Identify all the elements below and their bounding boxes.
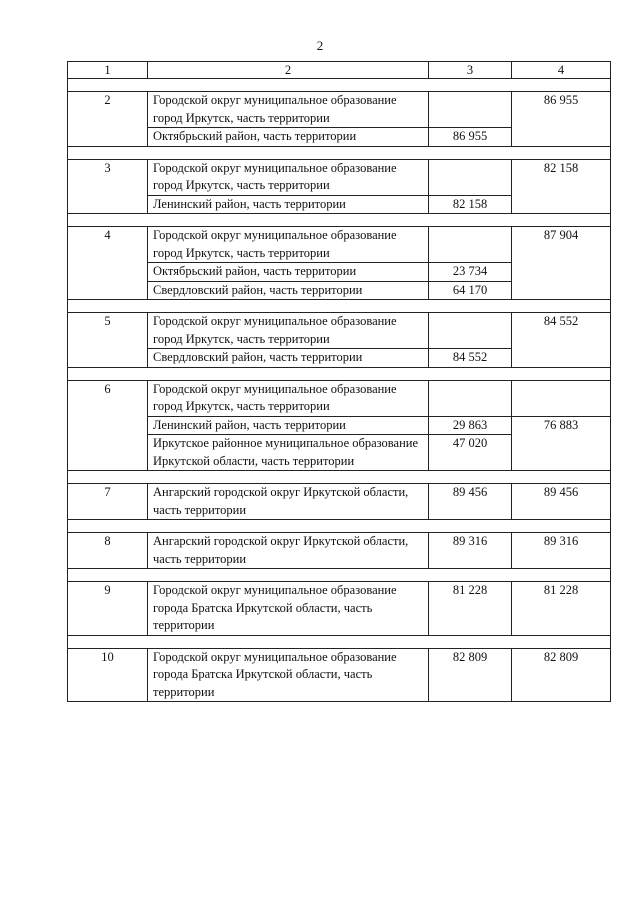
table-row (68, 582, 611, 636)
header-col-2: 2 (148, 62, 429, 79)
separator-cell (68, 146, 611, 159)
separator-row (68, 214, 611, 227)
voter-count-cell: 86 955 (429, 128, 512, 147)
territory-name-cell: Иркутское районное муниципальное образование Иркутской области, часть территории (148, 435, 429, 471)
header-col-3: 3 (429, 62, 512, 79)
row-number-cell: 7 (68, 484, 148, 520)
territory-name-cell: Ангарский городской округ Иркутской области, часть территории (148, 484, 429, 520)
total-cell: 89 456 (512, 484, 611, 520)
separator-row (68, 79, 611, 92)
table-row (68, 648, 611, 702)
row-number-cell: 9 (68, 582, 148, 636)
separator-row (68, 520, 611, 533)
voter-count-cell: 89 316 (429, 533, 512, 569)
territory-name-cell: Ленинский район, часть территории (148, 416, 429, 435)
total-cell: 82 809 (512, 648, 611, 702)
table-row (68, 416, 611, 435)
row-number-cell: 2 (68, 92, 148, 147)
territory-name-cell: Городской округ муниципальное образование город Иркутск, часть территории (148, 159, 429, 195)
territory-name-cell: Городской округ муниципальное образование город Иркутск, часть территории (148, 227, 429, 263)
row-number-cell: 10 (68, 648, 148, 702)
territory-name-cell: Ленинский район, часть территории (148, 195, 429, 214)
total-cell: 89 316 (512, 533, 611, 569)
separator-cell (68, 635, 611, 648)
table-row (68, 227, 611, 263)
table-row (68, 313, 611, 349)
voter-count-cell: 47 020 (429, 435, 512, 471)
total-empty-cell (512, 380, 611, 416)
voter-count-cell: 81 228 (429, 582, 512, 636)
territory-name-cell: Городской округ муниципальное образование город Иркутск, часть территории (148, 380, 429, 416)
territory-name-cell: Городской округ муниципальное образование город Иркутск, часть территории (148, 92, 429, 128)
table-row (68, 380, 611, 416)
header-col-1: 1 (68, 62, 148, 79)
separator-row (68, 146, 611, 159)
separator-row (68, 635, 611, 648)
territory-name-cell: Городской округ муниципальное образование города Братска Иркутской области, часть территории (148, 582, 429, 636)
total-cell: 86 955 (512, 92, 611, 147)
districts-table (67, 61, 611, 702)
voter-count-cell: 84 552 (429, 349, 512, 368)
territory-name-cell: Октябрьский район, часть территории (148, 263, 429, 282)
separator-cell (68, 214, 611, 227)
total-cell: 81 228 (512, 582, 611, 636)
row-number-cell: 8 (68, 533, 148, 569)
voter-count-cell (429, 227, 512, 263)
table-row (68, 484, 611, 520)
territory-name-cell: Городской округ муниципальное образование города Братска Иркутской области, часть территории (148, 648, 429, 702)
territory-name-cell: Свердловский район, часть территории (148, 281, 429, 300)
header-col-4: 4 (512, 62, 611, 79)
separator-cell (68, 79, 611, 92)
row-number-cell: 6 (68, 380, 148, 471)
voter-count-cell: 29 863 (429, 416, 512, 435)
voter-count-cell: 89 456 (429, 484, 512, 520)
separator-row (68, 569, 611, 582)
row-number-cell: 5 (68, 313, 148, 368)
voter-count-cell: 64 170 (429, 281, 512, 300)
voter-count-cell: 82 158 (429, 195, 512, 214)
voter-count-cell (429, 380, 512, 416)
header-row (68, 62, 611, 79)
table-row (68, 533, 611, 569)
voter-count-cell: 82 809 (429, 648, 512, 702)
voter-count-cell (429, 313, 512, 349)
separator-row (68, 367, 611, 380)
table-row (68, 159, 611, 195)
row-number-cell: 4 (68, 227, 148, 300)
total-cell: 76 883 (512, 416, 611, 471)
separator-row (68, 471, 611, 484)
table-row (68, 92, 611, 128)
territory-name-cell: Октябрьский район, часть территории (148, 128, 429, 147)
separator-cell (68, 520, 611, 533)
row-number-cell: 3 (68, 159, 148, 214)
total-cell: 82 158 (512, 159, 611, 214)
territory-name-cell: Ангарский городской округ Иркутской области, часть территории (148, 533, 429, 569)
separator-cell (68, 300, 611, 313)
separator-cell (68, 569, 611, 582)
separator-cell (68, 367, 611, 380)
territory-name-cell: Городской округ муниципальное образование город Иркутск, часть территории (148, 313, 429, 349)
total-cell: 84 552 (512, 313, 611, 368)
separator-row (68, 300, 611, 313)
separator-cell (68, 471, 611, 484)
total-cell: 87 904 (512, 227, 611, 300)
voter-count-cell: 23 734 (429, 263, 512, 282)
voter-count-cell (429, 92, 512, 128)
page-number: 2 (316, 38, 324, 53)
territory-name-cell: Свердловский район, часть территории (148, 349, 429, 368)
voter-count-cell (429, 159, 512, 195)
